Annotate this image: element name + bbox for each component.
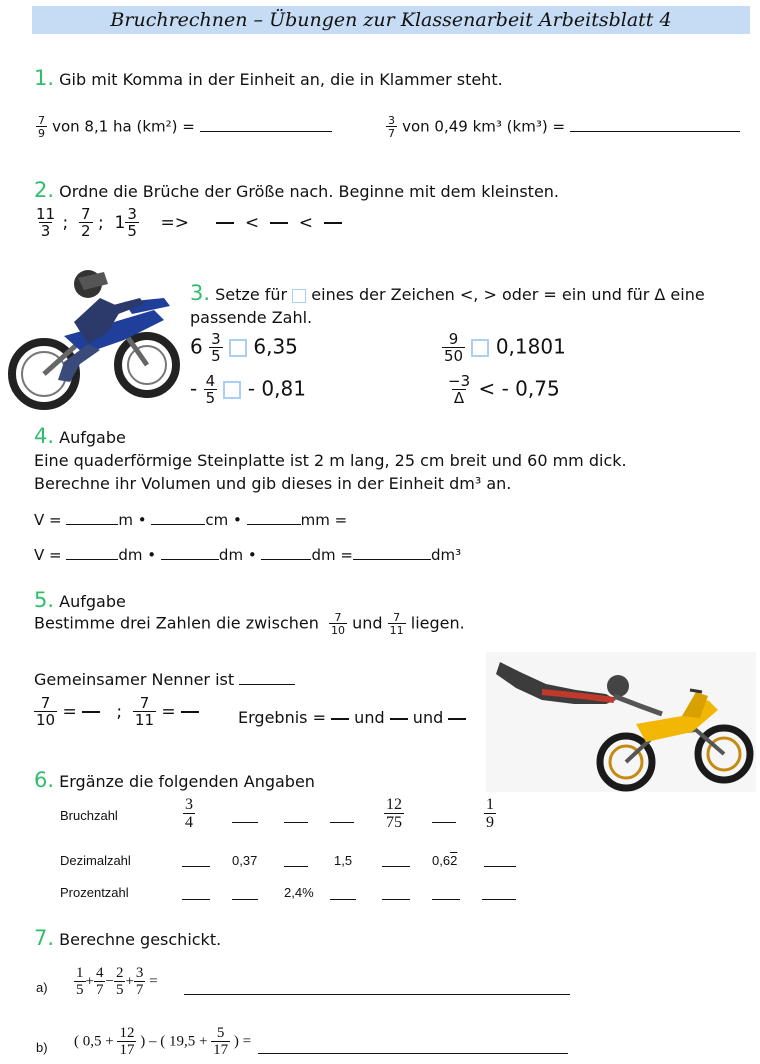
q6-d5-blank[interactable] [382, 866, 410, 867]
q4-blank-cm[interactable] [151, 524, 205, 525]
q7-b-expression: ( 0,5 + $\frac{12}{17}$ ) – ( 19,5 + $\frac{5}{17}$ ) = [74, 1025, 252, 1058]
q4-unit-cm: cm • [205, 511, 242, 529]
q5-und-2: und [412, 708, 444, 727]
q6-number: 6. [34, 768, 55, 792]
q5-result-blank-1[interactable] [331, 718, 349, 720]
q2-lt-1: < [244, 213, 260, 233]
q3-text-2: eines der Zeichen <, > oder = ein und für Δ eine [311, 285, 705, 304]
q1-number: 1. [34, 66, 55, 90]
q2-sep-2: ; [98, 213, 104, 233]
q3-row2-left [190, 374, 306, 406]
q3-number: 3. [190, 281, 211, 305]
q6-b3-blank[interactable] [284, 822, 308, 823]
q3-r2b-fraction: $\frac{-3}{\Delta}$ [448, 372, 471, 407]
q4-unit-mm: mm = [300, 511, 348, 529]
q1-part-b [386, 115, 740, 139]
q4-unit-dm-2: dm • [218, 546, 257, 564]
q3-r1b-sign-box[interactable] [471, 339, 489, 357]
q3-r1a-whole: 6 [190, 334, 203, 359]
q5-und: und [352, 613, 383, 633]
q2-blank-2[interactable] [270, 222, 288, 224]
q4-line-1: Eine quaderförmige Steinplatte ist 2 m lang, 25 cm breit und 60 mm dick. [34, 451, 627, 470]
q3-heading [190, 281, 705, 305]
q3-text-3: passende Zahl. [190, 308, 313, 327]
q5-text-b: liegen. [410, 613, 465, 633]
q5-heading [34, 588, 126, 612]
q6-p3: 2,4% [284, 885, 314, 900]
q3-r2a-sign-box[interactable] [223, 381, 241, 399]
q6-b7: $\frac{1}{9}$ [486, 796, 494, 831]
q6-heading [34, 768, 315, 792]
q4-blank-m[interactable] [66, 524, 118, 525]
q7-heading [34, 926, 221, 950]
q7-b-label: b) [36, 1040, 48, 1055]
header-bar [32, 6, 750, 34]
q3-row1-right [442, 332, 566, 364]
q5-task [34, 612, 465, 636]
q6-p6-blank[interactable] [432, 899, 460, 900]
q4-v-2: V = [34, 546, 62, 564]
q3-text-1: Setze für [215, 285, 288, 304]
q5-fraction-2: $\frac{7}{11}$ [389, 611, 404, 637]
q6-p5-blank[interactable] [382, 899, 410, 900]
q3-r1b-value: 0,1801 [495, 334, 566, 359]
q5-text-a: Bestimme drei Zahlen die zwischen [34, 613, 319, 633]
q4-blank-dm-1[interactable] [66, 559, 118, 560]
q4-blank-mm[interactable] [247, 524, 301, 525]
q2-blank-3[interactable] [324, 222, 342, 224]
q1-part-a [36, 115, 332, 139]
q5-eq-2: = [161, 702, 176, 722]
q4-title: Aufgabe [59, 428, 126, 447]
q7-text: Berechne geschickt. [59, 930, 222, 949]
q4-line-2: Berechne ihr Volumen und gib dieses in der Einheit dm³ an. [34, 474, 512, 493]
q5-exp-blank-2[interactable] [181, 711, 199, 713]
q5-ergebnis-label: Ergebnis = [238, 708, 326, 727]
q4-unit-dm-3: dm = [311, 546, 353, 564]
q2-arrow: => [160, 213, 190, 233]
q5-result-blank-3[interactable] [448, 718, 466, 720]
q5-exp-fraction-2: $\frac{7}{11}$ [134, 694, 155, 729]
q6-d6: 0,62 [432, 853, 458, 868]
q2-blank-1[interactable] [216, 222, 234, 224]
q6-b5: $\frac{12}{75}$ [386, 796, 402, 831]
q4-blank-dm-2[interactable] [161, 559, 219, 560]
q6-p7-blank[interactable] [482, 899, 516, 900]
q5-nenner [34, 670, 295, 689]
worksheet-title: Bruchrechnen – Übungen zur Klassenarbeit Arbeitsblatt 4 [110, 9, 672, 31]
q5-fraction-1: $\frac{7}{10}$ [331, 611, 346, 637]
q4-unit-dm-1: dm • [118, 546, 157, 564]
q4-unit-m: m • [118, 511, 147, 529]
q7-a-answer-line[interactable] [184, 994, 570, 995]
q7-a-expression: $\frac{1}{5}$ + $\frac{4}{7}$ − $\frac{2}{5}$ + $\frac{3}{7}$ = [76, 965, 158, 998]
q5-title: Aufgabe [59, 592, 126, 611]
q7-number: 7. [34, 926, 55, 950]
q6-d1-blank[interactable] [182, 866, 210, 867]
q7-a-label: a) [36, 980, 48, 995]
q3-row1-left [190, 332, 298, 364]
q1-heading [34, 66, 503, 90]
q1-b-fraction: $\frac{3}{7}$ [388, 114, 395, 140]
q6-p4-blank[interactable] [330, 899, 356, 900]
q5-semicolon: ; [116, 702, 123, 722]
q6-d3-blank[interactable] [284, 866, 308, 867]
q7-b-answer-line[interactable] [258, 1053, 568, 1054]
q6-p1-blank[interactable] [182, 899, 210, 900]
q6-d2: 0,37 [232, 853, 258, 868]
freestyle-motocross-icon [486, 652, 756, 792]
q3-r1a-value: 6,35 [253, 334, 298, 359]
q5-nenner-blank[interactable] [239, 684, 295, 685]
q4-unit-dm3: dm³ [430, 546, 462, 564]
q5-number: 5. [34, 588, 55, 612]
q2-fraction-1: $\frac{11}{3}$ [36, 205, 56, 240]
q6-p2-blank[interactable] [232, 899, 258, 900]
q4-volume-line-2 [34, 546, 461, 564]
q6-b4-blank[interactable] [330, 822, 354, 823]
q2-number: 2. [34, 178, 55, 202]
q6-text: Ergänze die folgenden Angaben [59, 772, 315, 791]
q6-row3-label: Prozentzahl [60, 885, 129, 900]
q6-d4: 1,5 [334, 853, 353, 868]
q4-heading [34, 424, 126, 448]
q3-r1a-sign-box[interactable] [229, 339, 247, 357]
q3-r2a-value: - 0,81 [247, 376, 306, 401]
q2-sep-1: ; [62, 213, 69, 233]
motocross-rider-icon [4, 262, 180, 410]
q6-row2-label: Dezimalzahl [60, 853, 131, 868]
q6-d7-blank[interactable] [484, 866, 516, 867]
q2-fractions [34, 207, 342, 239]
q1-text: Gib mit Komma in der Einheit an, die in Klammer steht. [59, 70, 503, 89]
q4-v-1: V = [34, 511, 62, 529]
q6-row1-label: Bruchzahl [60, 808, 118, 823]
q5-result-blank-2[interactable] [390, 718, 408, 720]
q3-sign-box-legend [292, 289, 306, 303]
q2-text: Ordne die Brüche der Größe nach. Beginne mit dem kleinsten. [59, 182, 560, 201]
q2-heading [34, 178, 559, 202]
q5-eq-1: = [62, 702, 77, 722]
q6-b2-blank[interactable] [232, 822, 258, 823]
q3-r2a-fraction: $\frac{4}{5}$ [205, 372, 216, 407]
q1-b-answer-line[interactable] [570, 131, 740, 132]
q6-b1: $\frac{3}{4}$ [185, 796, 193, 831]
q5-exp-blank-1[interactable] [82, 711, 100, 713]
q3-r1b-fraction: $\frac{9}{50}$ [444, 330, 464, 365]
q3-r1a-fraction: $\frac{3}{5}$ [211, 330, 221, 365]
q4-blank-dm-3[interactable] [261, 559, 311, 560]
q2-fraction-3: $\frac{3}{5}$ [127, 205, 137, 240]
q5-nenner-text: Gemeinsamer Nenner ist [34, 670, 235, 689]
q5-ergebnis [238, 708, 466, 727]
q1-a-fraction: $\frac{7}{9}$ [38, 114, 45, 140]
q2-fraction-2: $\frac{7}{2}$ [81, 205, 91, 240]
q1-b-text: von 0,49 km³ (km³) = [402, 117, 566, 136]
q4-volume-line-1 [34, 511, 347, 529]
q5-expansion [34, 696, 199, 728]
q2-lt-2: < [298, 213, 314, 233]
q6-b6-blank[interactable] [432, 822, 456, 823]
q5-exp-fraction-1: $\frac{7}{10}$ [36, 694, 56, 729]
q2-fraction-3-whole: 1 [114, 213, 126, 233]
q4-number: 4. [34, 424, 55, 448]
q1-a-answer-line[interactable] [200, 131, 332, 132]
q3-row2-right [446, 374, 560, 406]
q5-und-1: und [354, 708, 385, 727]
q3-r2a-minus: - [190, 376, 198, 401]
q3-r2b-value: < - 0,75 [478, 376, 560, 401]
q4-blank-result[interactable] [353, 559, 431, 560]
q1-a-text: von 8,1 ha (km²) = [52, 117, 195, 136]
